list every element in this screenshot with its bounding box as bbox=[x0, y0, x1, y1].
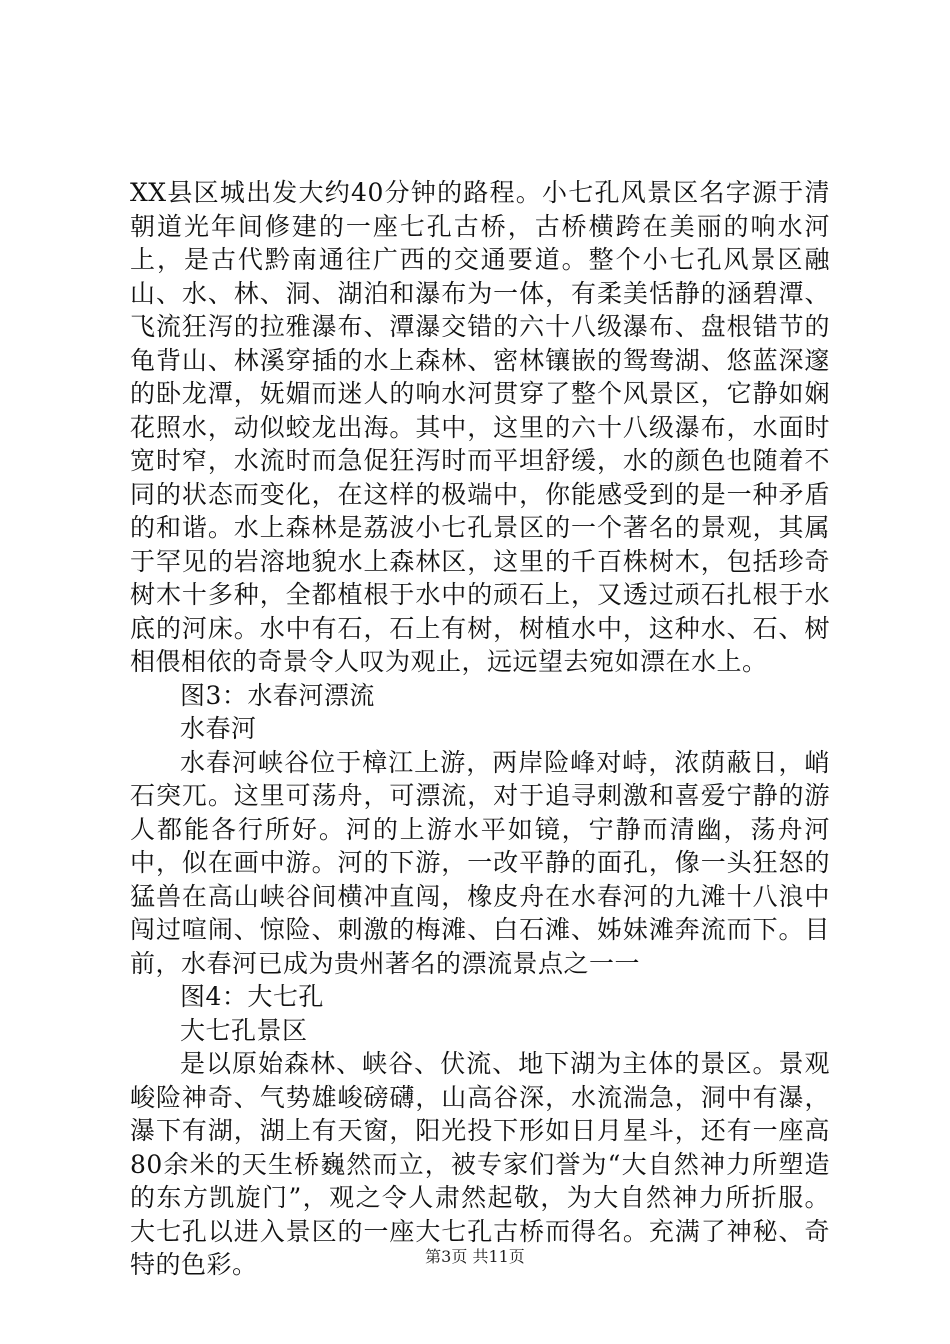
paragraph-xiaoqikong-description: XX县区城出发大约40分钟的路程。小七孔风景区名字源于清朝道光年间修建的一座七孔古桥，古桥横跨在美丽的响水河上，是古代黔南通往广西的交通要道。整个小七孔风景区融山、水、林、洞、湖泊和瀑布为一体，有柔美恬静的涵碧潭、飞流狂泻的拉雅瀑布、潭瀑交错的六十八级瀑布、盘根错节的龟背山、林溪穿插的水上森林、密林镶嵌的鸳鸯湖、悠蓝深邃的卧龙潭，妩媚而迷人的响水河贯穿了整个风景区，它静如娴花照水，动似蛟龙出海。其中，这里的六十八级瀑布，水面时宽时窄，水流时而急促狂泻时而平坦舒缓，水的颜色也随着不同的状态而变化，在这样的极端中，你能感受到的是一种矛盾的和谐。水上森林是荔波小七孔景区的一个著名的景观，其属于罕见的岩溶地貌水上森林区，这里的千百株树木，包括珍奇树木十多种，全都植根于水中的顽石上，又透过顽石扎根于水底的河床。水中有石，石上有树，树植水中，这种水、石、树相偎相依的奇景令人叹为观止，远远望去宛如漂在水上。 bbox=[130, 178, 830, 676]
paragraph-daqikong-description: 是以原始森林、峡谷、伏流、地下湖为主体的景区。景观峻险神奇、气势雄峻磅礴，山高谷深，水流湍急，洞中有瀑，瀑下有湖，湖上有天窗，阳光投下形如日月星斗，还有一座高80余米的天生桥巍然而立，被专家们誉为“大自然神力所塑造的东方凯旋门”，观之令人肃然起敬，为大自然神力所折服。大七孔以进入景区的一座大七孔古桥而得名。充满了神秘、奇特的色彩。 bbox=[130, 1049, 830, 1279]
section-heading-daqikong: 大七孔景区 bbox=[180, 1015, 308, 1045]
document-body bbox=[130, 176, 830, 1282]
section-heading-shuichunhe: 水春河 bbox=[180, 714, 257, 743]
page-number-footer: 第3页 共11页 bbox=[425, 1247, 525, 1266]
figure-4-caption: 图4：大七孔 bbox=[180, 982, 324, 1011]
figure-3-caption: 图3：水春河漂流 bbox=[180, 680, 375, 710]
paragraph-shuichunhe-description: 水春河峡谷位于樟江上游，两岸险峰对峙，浓荫蔽日，峭石突兀。这里可荡舟，可漂流，对于追寻刺激和喜爱宁静的游人都能各行所好。河的上游水平如镜，宁静而清幽，荡舟河中，似在画中游。河的下游，一改平静的面孔，像一头狂怒的猛兽在高山峡谷间横冲直闯，橡皮舟在水春河的九滩十八浪中闯过喧闹、惊险、刺激的梅滩、白石滩、姊妹滩奔流而下。目前，水春河已成为贵州著名的漂流景点之一一 bbox=[130, 747, 830, 978]
